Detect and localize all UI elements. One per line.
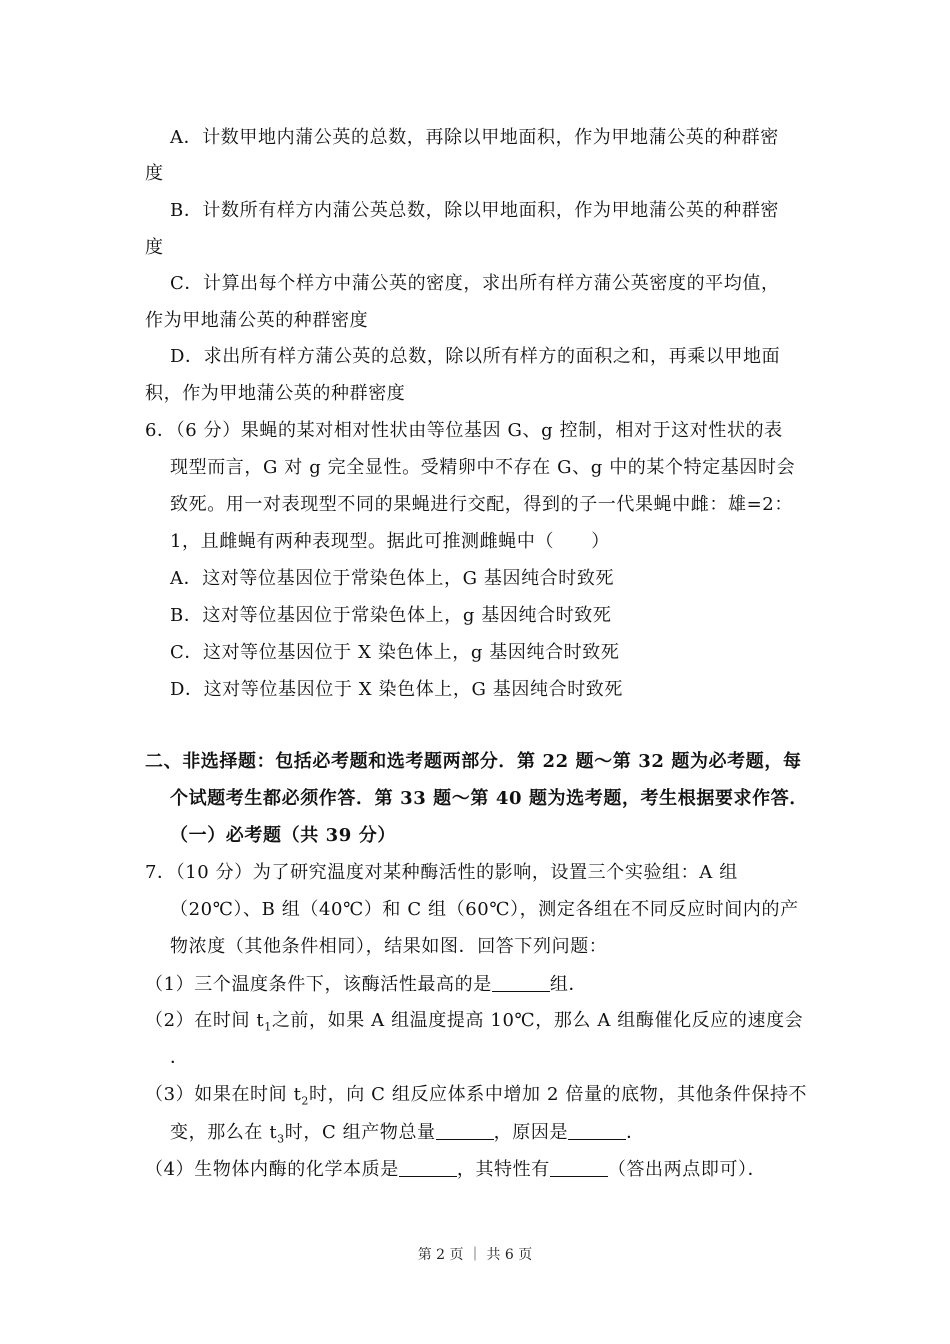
q6-option-c: C．这对等位基因位于 X 染色体上，g 基因纯合时致死 bbox=[170, 642, 620, 663]
q7-part2-text-b: 之前，如果 A 组温度提高 10℃，那么 A 组酶催化反应的速度会 bbox=[271, 1010, 804, 1031]
q7-part3-line2 bbox=[170, 1121, 645, 1151]
q6-stem-line4: 1，且雌蝇有两种表现型。据此可推测雌蝇中（ ） bbox=[170, 531, 610, 552]
q5-option-b-line1: B．计数所有样方内蒲公英总数，除以甲地面积，作为甲地蒲公英的种群密 bbox=[170, 200, 780, 221]
q7-part4-answer-blank1[interactable] bbox=[399, 1158, 457, 1177]
q7-part4 bbox=[145, 1158, 766, 1181]
q7-part1-answer-blank[interactable] bbox=[492, 973, 550, 992]
section2-heading-line2: 个试题考生都必须作答．第 33 题～第 40 题为选考题，考生根据要求作答． bbox=[170, 788, 808, 809]
q6-option-d: D．这对等位基因位于 X 染色体上，G 基因纯合时致死 bbox=[170, 679, 623, 700]
q7-part3-text-e: ，原因是 bbox=[493, 1122, 569, 1143]
q7-part3-answer-blank1[interactable] bbox=[436, 1121, 494, 1140]
q7-stem-line1: 7．（10 分）为了研究温度对某种酶活性的影响，设置三个实验组：A 组 bbox=[145, 862, 738, 883]
q7-part1-text: （1）三个温度条件下，该酶活性最高的是 bbox=[145, 974, 492, 995]
q7-stem-line3: 物浓度（其他条件相同），结果如图．回答下列问题： bbox=[170, 936, 608, 957]
q5-option-a-line2: 度 bbox=[145, 163, 164, 184]
q7-part1-tail: 组． bbox=[549, 974, 588, 995]
q7-part1 bbox=[145, 973, 587, 996]
q7-part3-text-d: 时，C 组产物总量 bbox=[284, 1122, 436, 1143]
q7-part4-answer-blank2[interactable] bbox=[550, 1158, 608, 1177]
q6-option-b: B．这对等位基因位于常染色体上，g 基因纯合时致死 bbox=[170, 605, 612, 626]
page-footer: 第 2 页 ｜ 共 6 页 bbox=[417, 1247, 533, 1263]
q7-part3-text-a: （3）如果在时间 t bbox=[145, 1084, 302, 1105]
section2-heading-line1: 二、非选择题：包括必考题和选考题两部分．第 22 题～第 32 题为必考题，每 bbox=[145, 751, 802, 772]
q7-part3-subscript2: 3 bbox=[277, 1132, 285, 1146]
q6-stem-line2: 现型而言，G 对 g 完全显性。受精卵中不存在 G、g 中的某个特定基因时会 bbox=[170, 457, 796, 478]
q7-part2 bbox=[145, 1010, 803, 1039]
q7-part2-end: ． bbox=[170, 1047, 189, 1068]
q5-option-a-line1: A．计数甲地内蒲公英的总数，再除以甲地面积，作为甲地蒲公英的种群密 bbox=[170, 127, 779, 148]
q7-part3-line1 bbox=[145, 1084, 807, 1113]
q7-part4-text-a: （4）生物体内酶的化学本质是 bbox=[145, 1159, 399, 1180]
q7-part3-text-f: ． bbox=[626, 1122, 645, 1143]
q7-part3-subscript: 2 bbox=[301, 1094, 310, 1108]
q5-option-c-line2: 作为甲地蒲公英的种群密度 bbox=[145, 310, 369, 331]
q5-option-c-line1: C．计算出每个样方中蒲公英的密度，求出所有样方蒲公英密度的平均值， bbox=[170, 273, 780, 294]
q7-part4-text-c: （答出两点即可）． bbox=[607, 1159, 767, 1180]
q5-option-d-line2: 积，作为甲地蒲公英的种群密度 bbox=[145, 383, 406, 404]
q7-part2-text-a: （2）在时间 t bbox=[145, 1010, 265, 1031]
q5-option-b-line2: 度 bbox=[145, 237, 164, 258]
q7-part3-text-b: 时，向 C 组反应体系中增加 2 倍量的底物，其他条件保持不 bbox=[309, 1084, 808, 1105]
q6-option-a: A．这对等位基因位于常染色体上，G 基因纯合时致死 bbox=[170, 568, 615, 589]
q6-stem-line3: 致死。用一对表现型不同的果蝇进行交配，得到的子一代果蝇中雌：雄=2： bbox=[170, 494, 793, 515]
section2-subheading: （一）必考题（共 39 分） bbox=[170, 825, 396, 846]
q7-part2-subscript: 1 bbox=[264, 1020, 272, 1034]
q7-stem-line2: （20℃）、B 组（40℃）和 C 组（60℃），测定各组在不同反应时间内的产 bbox=[170, 899, 799, 920]
q6-stem-line1: 6．（6 分）果蝇的某对相对性状由等位基因 G、g 控制，相对于这对性状的表 bbox=[145, 420, 783, 441]
q7-part3-text-c: 变，那么在 t bbox=[170, 1122, 278, 1143]
q5-option-d-line1: D．求出所有样方蒲公英的总数，除以所有样方的面积之和，再乘以甲地面 bbox=[170, 346, 781, 367]
q7-part4-text-b: ，其特性有 bbox=[456, 1159, 550, 1180]
q7-part3-answer-blank2[interactable] bbox=[568, 1121, 626, 1140]
